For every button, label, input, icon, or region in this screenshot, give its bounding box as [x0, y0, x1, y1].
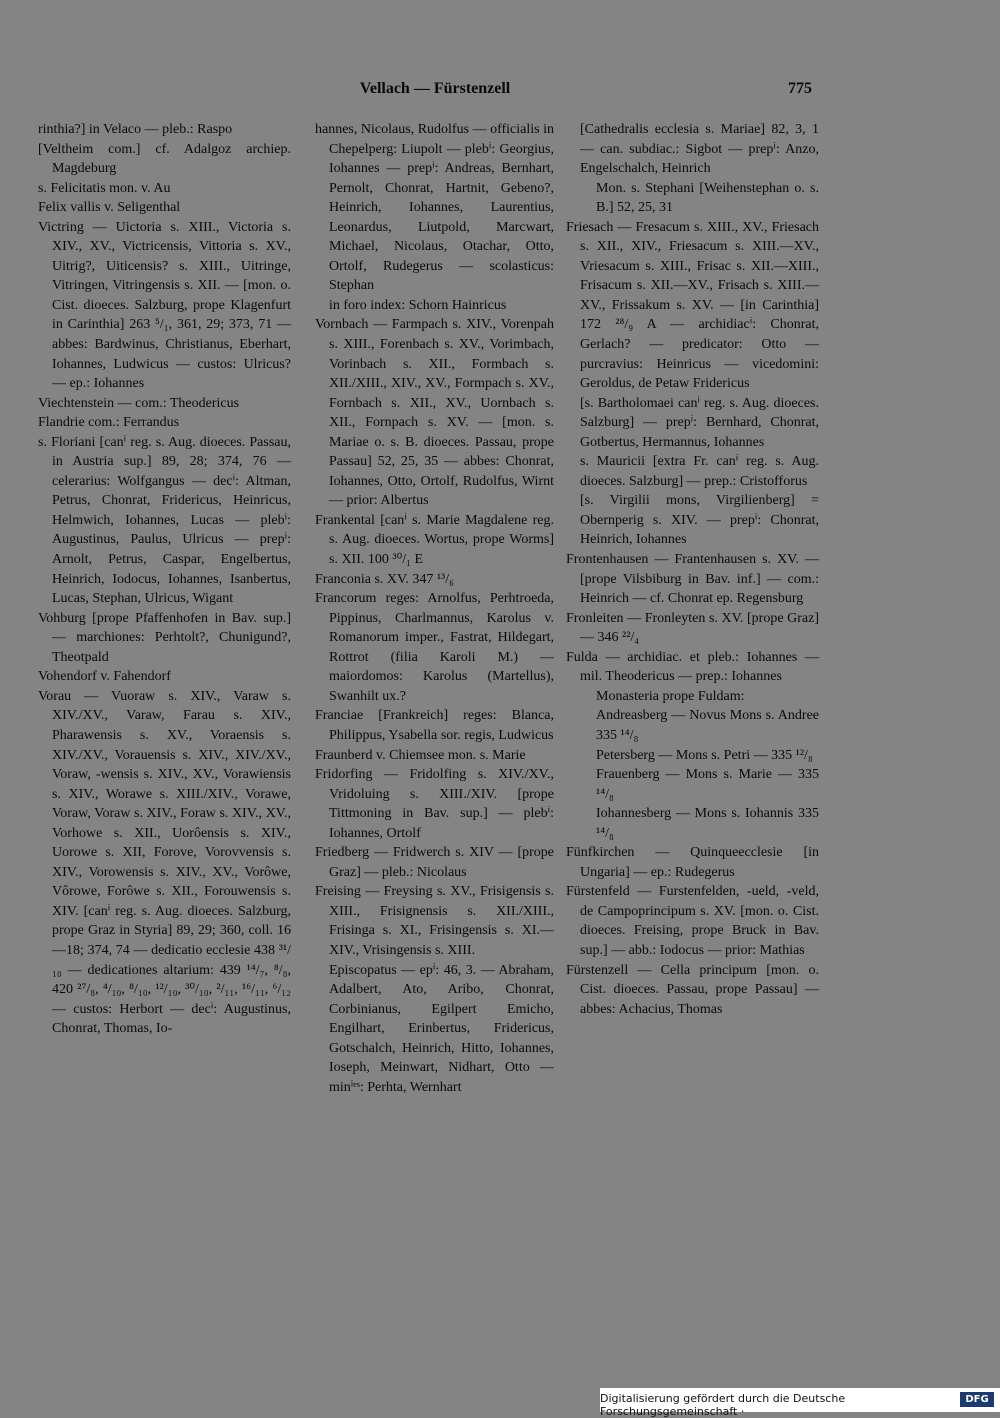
page-header	[0, 80, 1000, 106]
index-entry: Felix vallis v. Seligenthal	[38, 200, 181, 216]
index-entry: hannes, Nicolaus, Rudolfus — officialis in Chepelperg: Liupolt — plebⁱ: Georgius, Iohannes — prepⁱ: Andreas, Bernhart, Pernolt, Chonrat, Hartnit, Gebeno?, Heinrich, Iohannes, Laurentius, Leonardus, Liutpold, Marcwart, Michael, Nicolaus, Otachar, Otto, Ortolf, Rudegerus — scolasticus: Stephan	[315, 122, 554, 294]
index-entry: Fraunberd v. Chiemsee mon. s. Marie	[315, 747, 526, 763]
index-entry: Vohendorf v. Fahendorf	[38, 669, 171, 685]
index-entry: Frontenhausen — Frantenhausen s. XV. — [prope Vilsbiburg in Bav. inf.] — com.: Heinrich — cf. Chonrat ep. Regensburg	[566, 552, 819, 607]
index-entry: Freising — Freysing s. XV., Frisigensis s. XIII., Frisignensis s. XII./XIII., Frisinga s. XI., Frisingensis s. XI.—XIV., Vrisingensis s. XIII.	[315, 884, 554, 958]
index-subentry: Mon. s. Stephani [Weihenstephan o. s. B.] 52, 25, 31	[596, 180, 819, 216]
column-right	[566, 120, 819, 1019]
index-entry: Vornbach — Farmpach s. XIV., Vorenpah s. XIII., Forenbach s. XV., Vorimbach, Vorinbach s. XII., Formbach s. XII./XIII., XIV., XV., Formpach s. XV., Fornbach s. XII., XV., Uornbach s. XII., Fornpach s. XV. — [mon. s. Mariae o. s. B. dioeces. Passau, prope Passau] 52, 25, 35 — abbes: Chonrat, Iohannes, Otto, Ortolf, Rudolfus, Wirnt — prior: Albertus	[315, 317, 554, 509]
index-subentry: Monasteria prope Fuldam:	[596, 688, 745, 704]
index-entry: Francorum reges: Arnolfus, Perhtroeda, Pippinus, Charlmannus, Karolus v. Romanorum imper., Fastrat, Hildegart, Rottrot (filia Karoli M.) — maiordomos: Karolus (Martellus), Swanhilt ux.?	[315, 591, 554, 704]
index-entry: Fünfkirchen — Quinqueecclesie [in Ungaria] — ep.: Rudegerus	[566, 845, 819, 880]
index-entry: Vorau — Vuoraw s. XIV., Varaw s. XIV./XV., Varaw, Farau s. XIV., Pharawensis s. XV., Voraensis s. XIV./XV., Vorauensis s. XIV., XIV./XV., Voraw, -wensis s. XIV., XV., Vorawiensis s. XIV., Worawe s. XIII./XIV., Vorawe, Voraw, Voraw s. XIV., Foraw s. XIV., XV., Vorhowe s. XII., Uorôensis s. XIV., Uorowe s. XII, Forove, Vorovvensis s. XIV., Vorowensis s. XIV., XV., Vorôwe, Vôrowe, Forôwe s. XII., Forouwensis s. XIV. [canⁱ reg. s. Aug. dioeces. Salzburg, prope Graz in Styria] 89, 29; 360, coll. 16—18; 374, 74 — dedicatio ecclesie 438 ³¹/₁₀ — dedicationes altarium: 439 ¹⁴/₇, ⁸/₈, 420 ²⁷/₈, ⁴/₁₀, ⁸/₁₀, ¹²/₁₀, ³⁰/₁₀, ²/₁₁, ¹⁶/₁₁, ⁶/₁₂ — custos: Herbort — decⁱ: Augustinus, Chonrat, Thomas, Io-	[38, 688, 291, 1037]
index-subentry: Frauenberg — Mons s. Marie — 335 ¹⁴/₈	[596, 767, 819, 802]
index-entry: Fürstenzell — Cella principum [mon. o. Cist. dioeces. Passau, prope Passau] — abbes: Achacius, Thomas	[566, 962, 819, 1017]
dfg-logo[interactable]: DFG	[960, 1392, 994, 1407]
index-subentry: [s. Virgilii mons, Virgilienberg] = Obernperig s. XIV. — prepⁱ: Chonrat, Heinrich, Iohannes	[580, 493, 819, 548]
footer-bar	[600, 1388, 1000, 1418]
index-entry: Fürstenfeld — Furstenfelden, -ueld, -veld, de Campoprincipum s. XV. [mon. o. Cist. dioeces. Freising, prope Bruck in Bav. sup.] — abb.: Iodocus — prior: Mathias	[566, 884, 819, 958]
index-subentry: [Cathedralis ecclesia s. Mariae] 82, 3, 1 — can. subdiac.: Sigbot — prepⁱ: Anzo, Engelschalch, Heinrich	[580, 122, 819, 177]
column-middle	[315, 120, 554, 1097]
index-entry: Vohburg [prope Pfaffenhofen in Bav. sup.] — marchiones: Perhtolt?, Chunigund?, Theotpald	[38, 610, 291, 665]
running-title: Vellach — Fürstenzell	[359, 80, 511, 97]
index-entry: Victring — Uictoria s. XIII., Victoria s. XIV., XV., Victricensis, Vittoria s. XV., Uitrig?, Uiticensis? s. XIII., Uitringe, Vitringen, Vitringensis s. XII. — [mon. o. Cist. dioeces. Salzburg, prope Klagenfurt in Carinthia] 263 ⁵/₁, 361, 29; 373, 71 — abbes: Bardwinus, Christianus, Eberhart, Iohannes, Ludwicus — custos: Ulricus? — ep.: Iohannes	[38, 219, 291, 392]
index-entry: Flandrie com.: Ferrandus	[38, 415, 180, 431]
index-entry: rinthia?] in Velaco — pleb.: Raspo	[38, 122, 233, 137]
index-entry: Franconia s. XV. 347 ¹³/₆	[315, 571, 455, 587]
index-entry: Friesach — Fresacum s. XIII., XV., Friesach s. XII., XIV., Friesacum s. XIII.—XV., Vriesacum s. XIII., Frisac s. XII.—XIII., Frisacum s. XII.—XV., Frisach s. XIII.—XV., Frissakum s. XV. — [in Carinthia] 172 ²⁸/₉ A — archidiacⁱ: Chonrat, Gerlach? — predicator: Otto — purcravius: Heinricus — vicedomini: Geroldus, de Petaw Fridericus	[566, 219, 819, 392]
column-left	[38, 120, 291, 1039]
index-subentry: Andreasberg — Novus Mons s. Andree 335 ¹⁴/₈	[596, 708, 819, 743]
index-entry: Fulda — archidiac. et pleb.: Iohannes — mil. Theodericus — prep.: Iohannes	[566, 649, 819, 685]
index-entry: Friedberg — Fridwerch s. XIV — [prope Graz] — pleb.: Nicolaus	[315, 845, 554, 880]
index-entry: s. Floriani [canⁱ reg. s. Aug. dioeces. Passau, in Austria sup.] 89, 28; 374, 76 — celerarius: Wolfgangus — decⁱ: Altman, Petrus, Chonrat, Fridericus, Heinricus, Helmwich, Iohannes, Lucas — plebⁱ: Augustinus, Paulus, Ulricus — prepⁱ: Arnolt, Petrus, Caspar, Engelbertus, Heinrich, Iodocus, Iohannes, Isanbertus, Lucas, Stephan, Ulricus, Wigant	[38, 434, 291, 607]
index-entry: Fronleiten — Fronleyten s. XV. [prope Graz] — 346 ²²/₄	[566, 610, 819, 646]
index-subentry: Episcopatus — epⁱ: 46, 3. — Abraham, Adalbert, Ato, Aribo, Chonrat, Corbinianus, Egilpert Emicho, Engilhart, Erinbertus, Fridericus, Gotschalch, Heinrich, Hitto, Iohannes, Ioseph, Meinwart, Nidhart, Otto — minⁱᵉˢ: Perhta, Wernhart	[329, 962, 554, 1095]
funding-notice: Digitalisierung gefördert durch die Deutsche Forschungsgemeinschaft ·	[600, 1392, 846, 1418]
index-entry: Franciae [Frankreich] reges: Blanca, Philippus, Ysabella sor. regis, Ludwicus	[315, 708, 554, 743]
index-subentry: in foro index: Schorn Hainricus	[329, 297, 507, 313]
index-entry: Viechtenstein — com.: Theodericus	[38, 395, 240, 411]
index-entry: Frankental [canⁱ s. Marie Magdalene reg. s. Aug. dioeces. Wortus, prope Worms] s. XII. 100 ³⁰/₁ E	[315, 512, 554, 568]
index-entry: Fridorfing — Fridolfing s. XIV./XV., Vridoluing s. XIII./XIV. [prope Tittmoning in Bav. sup.] — plebⁱ: Iohannes, Ortolf	[315, 767, 554, 841]
index-subentry: [s. Bartholomaei canⁱ reg. s. Aug. dioeces. Salzburg] — prepⁱ: Bernhard, Chonrat, Gotbertus, Hermannus, Iohannes	[580, 395, 819, 450]
footer	[0, 1388, 1000, 1418]
index-subentry: Petersberg — Mons s. Petri — 335 ¹²/₈	[596, 747, 813, 763]
page-number: 775	[788, 80, 812, 97]
index-entry: [Veltheim com.] cf. Adalgoz archiep. Magdeburg	[38, 141, 291, 177]
index-subentry: Iohannesberg — Mons s. Iohannis 335 ¹⁴/₈	[596, 806, 819, 841]
index-entry: s. Felicitatis mon. v. Au	[38, 180, 171, 196]
index-subentry: s. Mauricii [extra Fr. canⁱ reg. s. Aug. dioeces. Salzburg] — prep.: Cristofforus	[580, 454, 819, 489]
